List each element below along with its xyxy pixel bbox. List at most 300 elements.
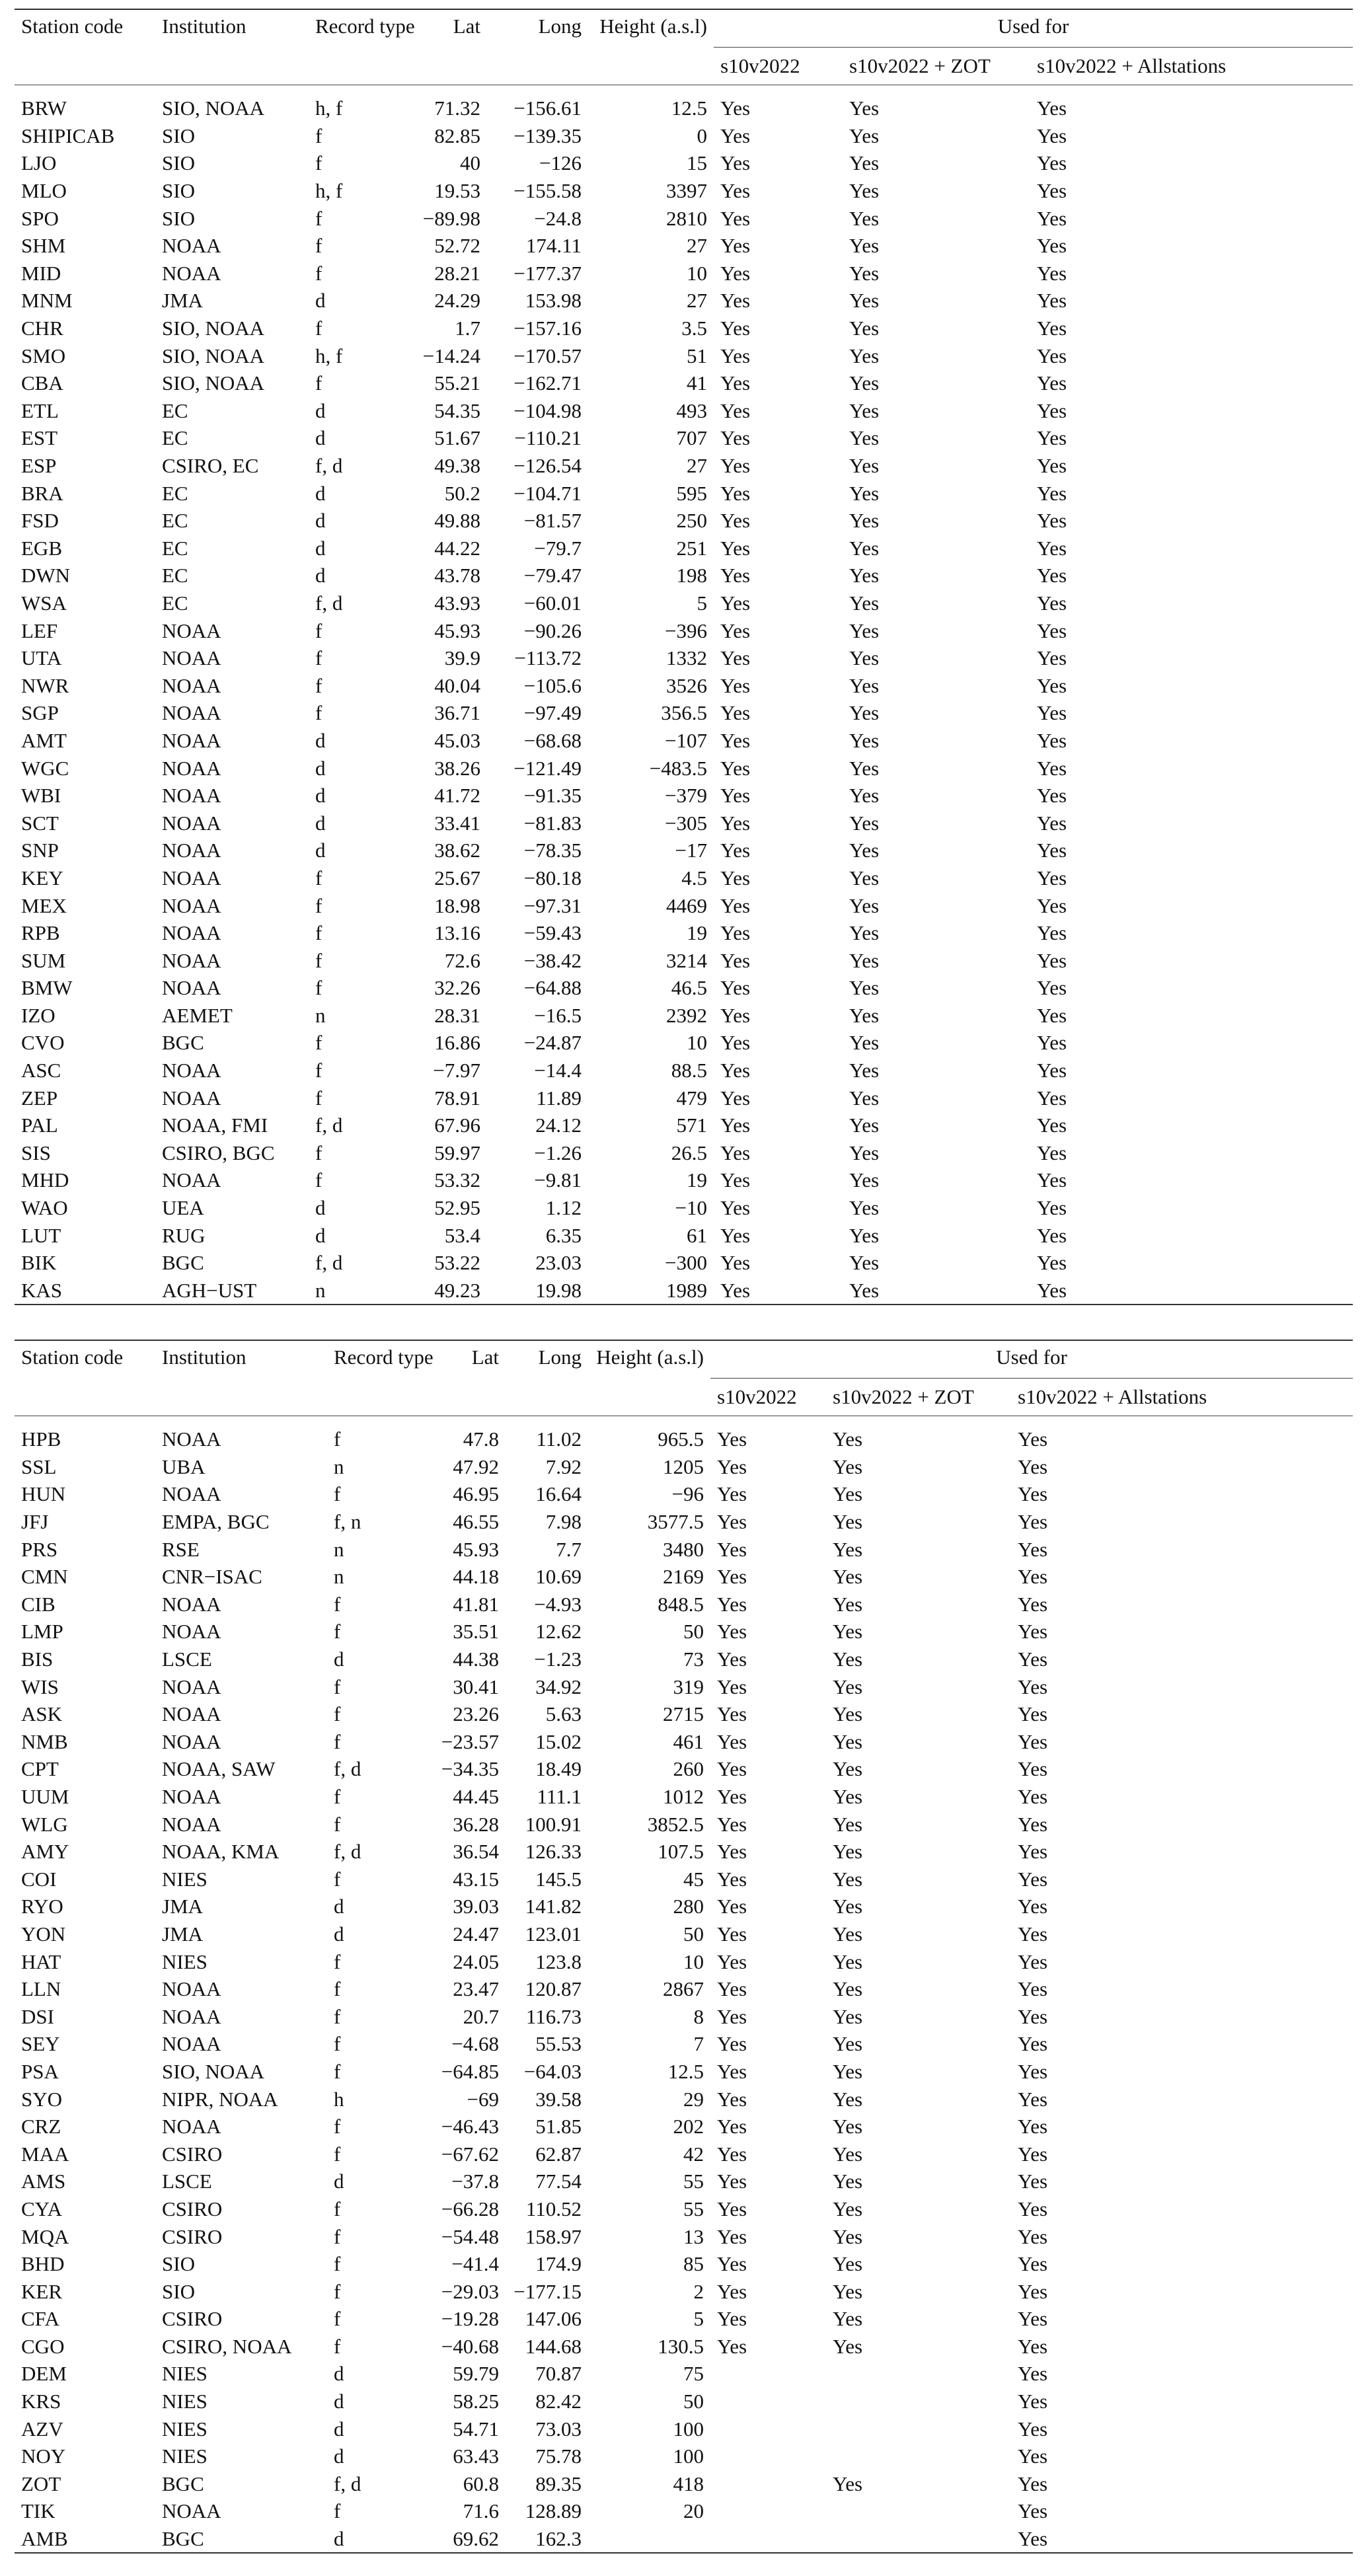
cell-record-type: n [315, 1278, 326, 1302]
cell-used-zot: Yes [849, 866, 880, 890]
cell-station-code: SPO [21, 206, 59, 230]
cell-used-s10v2022: Yes [720, 839, 751, 862]
cell-institution: NOAA, FMI [162, 1114, 268, 1137]
cell-height: −10 [675, 1196, 707, 1220]
cell-record-type: f [315, 124, 323, 147]
cell-used-zot: Yes [849, 261, 880, 285]
cell-station-code: HUN [21, 1482, 66, 1506]
cell-height: −300 [665, 1251, 707, 1275]
cell-record-type: f, d [315, 1114, 343, 1137]
cell-used-zot: Yes [833, 1867, 863, 1891]
cell-lat: 82.85 [434, 124, 480, 147]
cell-lat: 67.96 [434, 1114, 480, 1137]
cell-used-zot: Yes [849, 756, 880, 780]
cell-used-zot [826, 2497, 1011, 2525]
cell-used-zot: Yes [833, 2224, 863, 2248]
cell-long: −177.15 [513, 2279, 582, 2303]
cell-station-code: ESP [21, 454, 57, 478]
cell-lat: 36.71 [434, 701, 480, 725]
cell-used-s10v2022: Yes [717, 1757, 747, 1781]
cell-used-zot: Yes [849, 1003, 880, 1027]
header-station-code: Station code [21, 15, 124, 38]
cell-long: −104.71 [513, 481, 582, 505]
cell-lat: 45.93 [434, 619, 480, 642]
cell-long: −1.23 [534, 1648, 582, 1671]
cell-lat: 13.16 [434, 921, 480, 945]
cell-used-allstations: Yes [1018, 1922, 1048, 1946]
cell-used-allstations: Yes [1037, 179, 1067, 203]
table-row [15, 946, 1353, 974]
cell-height: 3214 [666, 948, 707, 972]
cell-institution: NOAA [162, 1702, 221, 1726]
table-row [15, 95, 1353, 122]
cell-used-allstations: Yes [1037, 1168, 1067, 1192]
cell-used-allstations: Yes [1037, 234, 1067, 258]
cell-institution: NOAA [162, 1059, 221, 1082]
cell-institution: CSIRO, EC [162, 454, 259, 478]
table-row [15, 1002, 1353, 1030]
cell-record-type: f, d [334, 2472, 361, 2495]
cell-institution: NOAA [162, 1977, 221, 2001]
table-row [15, 1480, 1353, 1508]
cell-used-s10v2022: Yes [717, 1427, 747, 1451]
cell-lat: 54.71 [453, 2417, 499, 2441]
cell-long: −79.7 [534, 536, 582, 560]
cell-used-zot: Yes [833, 1592, 863, 1616]
cell-long: 174.9 [535, 2252, 582, 2276]
cell-used-zot: Yes [849, 619, 880, 642]
cell-station-code: DWN [21, 564, 71, 587]
table-row [15, 452, 1353, 480]
cell-station-code: AMB [21, 2527, 68, 2551]
cell-height: 2867 [663, 1977, 704, 2001]
cell-station-code: HAT [21, 1950, 61, 1973]
cell-used-zot: Yes [849, 96, 880, 120]
table-row [15, 2360, 1353, 2388]
cell-record-type: d [334, 2527, 344, 2551]
cell-station-code: LJO [21, 151, 57, 175]
cell-long: 141.82 [525, 1895, 582, 1918]
cell-institution: NOAA [162, 921, 221, 945]
cell-institution: UBA [162, 1455, 206, 1478]
cell-station-code: CPT [21, 1757, 59, 1781]
table-row [15, 2002, 1353, 2030]
cell-station-code: WAO [21, 1196, 68, 1220]
cell-used-allstations: Yes [1018, 1620, 1048, 1644]
cell-long: 77.54 [535, 2170, 582, 2193]
cell-institution: NIES [162, 1867, 208, 1891]
cell-station-code: WBI [21, 784, 61, 808]
cell-lat: 55.21 [434, 371, 480, 395]
cell-used-s10v2022: Yes [720, 509, 751, 533]
cell-long: −126.54 [513, 454, 582, 478]
table-subheader-row [15, 1379, 1353, 1416]
cell-lat: 71.32 [434, 96, 480, 120]
cell-height: 3526 [666, 673, 707, 697]
header-height: Height (a.s.l) [599, 15, 707, 38]
table-row [15, 919, 1353, 947]
cell-used-allstations: Yes [1037, 426, 1067, 450]
cell-lat: 60.8 [463, 2472, 499, 2495]
header-s10v2022: s10v2022 [717, 1385, 797, 1408]
cell-lat: 32.26 [434, 976, 480, 1000]
cell-institution: CSIRO [162, 2197, 223, 2220]
cell-institution: NOAA [162, 948, 221, 972]
cell-institution: CNR−ISAC [162, 1565, 262, 1589]
cell-institution: NOAA [162, 784, 221, 808]
cell-used-s10v2022: Yes [720, 948, 751, 972]
cell-institution: CSIRO [162, 2224, 223, 2248]
cell-station-code: COI [21, 1867, 57, 1891]
cell-station-code: CYA [21, 2197, 63, 2220]
cell-institution: NOAA [162, 1482, 221, 1506]
cell-record-type: f [315, 1168, 323, 1192]
cell-height: 51 [687, 344, 707, 367]
table-body [15, 1425, 1353, 2552]
cell-institution: SIO [162, 179, 195, 203]
cell-lat: −54.48 [441, 2224, 499, 2248]
cell-used-s10v2022: Yes [717, 1675, 747, 1698]
cell-station-code: WGC [21, 756, 69, 780]
cell-used-zot: Yes [849, 976, 880, 1000]
cell-used-allstations: Yes [1018, 2059, 1048, 2083]
cell-lat: 33.41 [434, 811, 480, 835]
cell-record-type: d [315, 1196, 326, 1220]
cell-used-allstations: Yes [1037, 591, 1067, 615]
table-row [15, 424, 1353, 452]
cell-station-code: CIB [21, 1592, 56, 1616]
cell-long: −14.4 [534, 1059, 582, 1082]
cell-height: 4.5 [681, 866, 707, 890]
table-row [15, 1838, 1353, 1866]
cell-used-zot: Yes [849, 344, 880, 367]
cell-institution: NOAA [162, 1620, 221, 1644]
cell-used-zot: Yes [849, 948, 880, 972]
cell-institution: AEMET [162, 1003, 233, 1027]
cell-height: 41 [687, 371, 707, 395]
cell-station-code: AMT [21, 728, 67, 752]
table-row [15, 2168, 1353, 2195]
table-row [15, 1535, 1353, 1563]
cell-used-allstations: Yes [1018, 2499, 1048, 2523]
cell-height: 1332 [666, 646, 707, 670]
cell-height: 707 [676, 426, 707, 450]
cell-lat: 40.04 [434, 673, 480, 697]
table-row [15, 2388, 1353, 2415]
cell-record-type: f [334, 1482, 341, 1506]
cell-used-zot: Yes [833, 2334, 863, 2358]
cell-institution: BGC [162, 2527, 204, 2551]
cell-institution: NOAA [162, 1592, 221, 1616]
cell-used-zot: Yes [833, 1757, 863, 1781]
cell-used-s10v2022: Yes [720, 756, 751, 780]
cell-long: 145.5 [535, 1867, 582, 1891]
cell-height: −379 [665, 784, 707, 808]
cell-record-type: f [334, 1977, 341, 2001]
table-row [15, 1029, 1353, 1057]
table-row [15, 2470, 1353, 2498]
cell-record-type: f [334, 1785, 341, 1809]
table-row [15, 2195, 1353, 2223]
cell-used-zot: Yes [849, 784, 880, 808]
cell-long: 5.63 [545, 1702, 582, 1726]
cell-used-allstations: Yes [1037, 784, 1067, 808]
cell-long: 11.89 [536, 1086, 582, 1110]
table-header-row [15, 1341, 1353, 1379]
cell-long: −64.88 [523, 976, 582, 1000]
cell-height: 848.5 [658, 1592, 704, 1616]
table-row [15, 1975, 1353, 2003]
cell-used-zot [826, 2415, 1011, 2443]
cell-record-type: h, f [315, 179, 343, 203]
cell-lat: 28.31 [434, 1003, 480, 1027]
cell-used-allstations: Yes [1018, 2252, 1048, 2276]
cell-height: 27 [687, 289, 707, 313]
cell-institution: SIO [162, 2279, 195, 2303]
cell-institution: NIES [162, 2362, 208, 2386]
cell-used-s10v2022: Yes [717, 2142, 747, 2166]
cell-lat: 46.95 [453, 1482, 499, 1506]
cell-record-type: f [334, 2334, 341, 2358]
cell-height: 26.5 [671, 1141, 707, 1164]
cell-used-s10v2022: Yes [717, 1950, 747, 1973]
cell-used-s10v2022: Yes [720, 1251, 751, 1275]
cell-record-type: d [334, 1895, 344, 1918]
cell-height: 280 [673, 1895, 704, 1918]
cell-used-zot: Yes [833, 1812, 863, 1836]
cell-used-s10v2022 [710, 2360, 826, 2388]
cell-used-allstations: Yes [1037, 536, 1067, 560]
cell-long: −113.72 [514, 646, 582, 670]
cell-record-type: f [315, 1141, 323, 1164]
cell-used-zot: Yes [849, 179, 880, 203]
table-row [15, 1139, 1353, 1167]
cell-long: −162.71 [513, 371, 582, 395]
cell-lat: −66.28 [441, 2197, 499, 2220]
cell-lat: 20.7 [463, 2004, 499, 2028]
cell-used-s10v2022: Yes [717, 1648, 747, 1671]
cell-lat: 72.6 [444, 948, 480, 972]
cell-used-allstations: Yes [1018, 1867, 1048, 1891]
cell-height: 100 [673, 2444, 704, 2468]
table-row [15, 1221, 1353, 1249]
cell-used-zot: Yes [833, 1729, 863, 1753]
cell-used-s10v2022 [710, 2388, 826, 2415]
cell-used-s10v2022: Yes [720, 619, 751, 642]
cell-height: −396 [665, 619, 707, 642]
cell-used-zot: Yes [849, 124, 880, 147]
cell-used-allstations: Yes [1018, 1592, 1048, 1616]
cell-lat: 1.7 [455, 317, 480, 340]
cell-institution: JMA [162, 1895, 204, 1918]
header-s10v2022-allstations: s10v2022 + Allstations [1037, 54, 1227, 77]
cell-used-zot: Yes [833, 2307, 863, 2331]
cell-used-s10v2022: Yes [720, 701, 751, 725]
cell-used-zot: Yes [833, 2252, 863, 2276]
cell-record-type: d [315, 536, 326, 560]
table-row [15, 2305, 1353, 2333]
table-row [15, 479, 1353, 507]
cell-height: 20 [683, 2499, 704, 2523]
cell-long: −105.6 [523, 673, 582, 697]
table-body [15, 95, 1353, 1304]
cell-record-type: n [334, 1565, 344, 1589]
cell-lat: 43.15 [453, 1867, 499, 1891]
cell-record-type: n [334, 1455, 344, 1478]
cell-record-type: f [315, 701, 323, 725]
cell-used-s10v2022: Yes [720, 646, 751, 670]
cell-record-type: d [315, 728, 326, 752]
table-row [15, 177, 1353, 205]
cell-record-type: f [334, 2279, 341, 2303]
cell-long: 174.11 [525, 234, 582, 258]
cell-height: 107.5 [658, 1840, 704, 1864]
cell-used-allstations: Yes [1037, 866, 1067, 890]
cell-used-zot: Yes [833, 2087, 863, 2111]
cell-long: 34.92 [535, 1675, 582, 1698]
cell-height: 45 [683, 1867, 704, 1891]
cell-used-s10v2022: Yes [717, 2087, 747, 2111]
table-row [15, 1166, 1353, 1194]
cell-station-code: SHIPICAB [21, 124, 115, 147]
cell-institution: JMA [162, 289, 204, 313]
cell-institution: NOAA [162, 1675, 221, 1698]
cell-used-allstations: Yes [1037, 673, 1067, 697]
cell-station-code: AMS [21, 2170, 66, 2193]
cell-used-zot: Yes [849, 1196, 880, 1220]
cell-used-allstations: Yes [1037, 811, 1067, 835]
table-row [15, 507, 1353, 535]
table-row [15, 974, 1353, 1002]
table-row [15, 2030, 1353, 2058]
cell-height: 251 [676, 536, 707, 560]
table-row [15, 1194, 1353, 1222]
cell-long: 1.12 [545, 1196, 582, 1220]
cell-used-s10v2022: Yes [720, 591, 751, 615]
cell-institution: SIO [162, 151, 195, 175]
cell-height: 493 [676, 398, 707, 422]
cell-long: −97.31 [523, 893, 582, 917]
cell-station-code: DEM [21, 2362, 67, 2386]
cell-record-type: f [315, 646, 323, 670]
cell-height: 75 [683, 2362, 704, 2386]
cell-used-zot: Yes [849, 481, 880, 505]
cell-used-zot: Yes [833, 1977, 863, 2001]
cell-lat: 44.22 [434, 536, 480, 560]
cell-height: 19 [687, 1168, 707, 1192]
cell-used-allstations: Yes [1018, 2197, 1048, 2220]
cell-long: −16.5 [534, 1003, 582, 1027]
cell-lat: 24.05 [453, 1950, 499, 1973]
cell-institution: CSIRO [162, 2307, 223, 2331]
cell-record-type: f [334, 2499, 341, 2523]
cell-height: 73 [683, 1648, 704, 1671]
cell-used-s10v2022: Yes [717, 1482, 747, 1506]
cell-record-type: d [315, 784, 326, 808]
cell-station-code: CMN [21, 1565, 68, 1589]
cell-used-allstations: Yes [1018, 2417, 1048, 2441]
cell-institution: BGC [162, 2472, 204, 2495]
cell-used-zot: Yes [833, 1620, 863, 1644]
cell-height: 1205 [663, 1455, 704, 1478]
cell-lat: 38.62 [434, 839, 480, 862]
cell-lat: −64.85 [441, 2059, 499, 2083]
cell-record-type: f [315, 234, 323, 258]
cell-long: 70.87 [535, 2362, 582, 2386]
table-row [15, 2085, 1353, 2113]
cell-long: 110.52 [525, 2197, 582, 2220]
cell-used-s10v2022: Yes [720, 1059, 751, 1082]
cell-height: −483.5 [649, 756, 707, 780]
cell-height: 19 [687, 921, 707, 945]
cell-long: 153.98 [525, 289, 582, 313]
cell-lat: 40 [460, 151, 480, 175]
cell-station-code: NOY [21, 2444, 66, 2468]
cell-height: 50 [683, 2390, 704, 2413]
cell-height: 3480 [663, 1537, 704, 1561]
cell-used-allstations: Yes [1037, 371, 1067, 395]
cell-lat: 36.54 [453, 1840, 499, 1864]
cell-record-type: h, f [315, 344, 343, 367]
cell-used-s10v2022: Yes [720, 673, 751, 697]
cell-lat: −67.62 [441, 2142, 499, 2166]
table-row [15, 1700, 1353, 1728]
cell-used-s10v2022: Yes [720, 536, 751, 560]
table-row [15, 589, 1353, 617]
header-long: Long [538, 1345, 582, 1369]
cell-used-s10v2022: Yes [717, 1729, 747, 1753]
cell-lat: 43.93 [434, 591, 480, 615]
cell-used-allstations: Yes [1037, 701, 1067, 725]
cell-height: 42 [683, 2142, 704, 2166]
cell-record-type: f [334, 2197, 341, 2220]
cell-lat: 63.43 [453, 2444, 499, 2468]
cell-used-s10v2022: Yes [717, 1510, 747, 1534]
cell-height: 12.5 [671, 96, 707, 120]
cell-used-zot: Yes [833, 1895, 863, 1918]
cell-used-allstations: Yes [1037, 344, 1067, 367]
cell-institution: BGC [162, 1031, 204, 1055]
cell-lat: 19.53 [434, 179, 480, 203]
cell-used-allstations: Yes [1037, 151, 1067, 175]
cell-used-zot: Yes [833, 1675, 863, 1698]
cell-station-code: SHM [21, 234, 66, 258]
cell-height: 27 [687, 454, 707, 478]
cell-used-allstations: Yes [1018, 2087, 1048, 2111]
cell-long: 128.89 [525, 2499, 582, 2523]
cell-record-type: f [334, 1867, 341, 1891]
cell-long: 55.53 [535, 2032, 582, 2056]
cell-height: 55 [683, 2197, 704, 2220]
cell-lat: 58.25 [453, 2390, 499, 2413]
cell-record-type: d [315, 756, 326, 780]
cell-used-zot: Yes [849, 1223, 880, 1247]
header-lat: Lat [453, 15, 480, 38]
table-row [15, 287, 1353, 315]
cell-used-s10v2022: Yes [720, 179, 751, 203]
cell-record-type: f [334, 1702, 341, 1726]
cell-height: 2169 [663, 1565, 704, 1589]
stations-table-part-2 [15, 1340, 1353, 2554]
cell-station-code: SIS [21, 1141, 51, 1164]
cell-used-allstations: Yes [1037, 948, 1067, 972]
cell-lat: 46.55 [453, 1510, 499, 1534]
cell-record-type: f [315, 206, 323, 230]
cell-station-code: SMO [21, 344, 66, 367]
cell-station-code: MID [21, 261, 61, 285]
cell-long: 116.73 [525, 2004, 582, 2028]
cell-height: 55 [683, 2170, 704, 2193]
